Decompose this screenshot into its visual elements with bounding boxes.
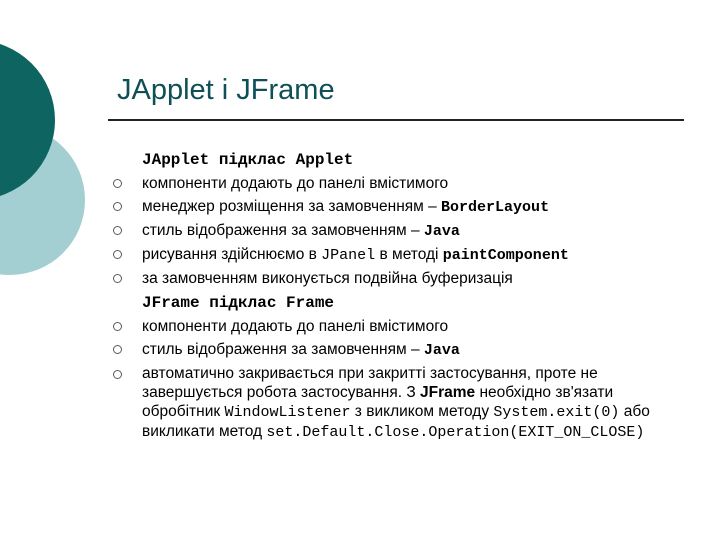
- section-heading-japplet: JApplet підклас Applet: [142, 151, 354, 169]
- slide-title: JApplet і JFrame: [117, 74, 335, 106]
- japplet-list: [113, 172, 693, 290]
- bullet-icon: [113, 226, 122, 235]
- list-item: автоматично закривається при закритті застосування, проте не завершується робота застосування. З JFrame необхідно зв'язати обробітник WindowListener з викликом методу System.exit(0) або викликати метод set.Default.Close.Operation(EXIT_ON_CLOSE): [113, 362, 693, 442]
- bullet-icon: [113, 179, 122, 188]
- list-item: за замовченням виконується подвійна буферизація: [113, 267, 693, 290]
- list-item: компоненти додають до панелі вмістимого: [113, 172, 693, 195]
- list-item: стиль відображення за замовченням – Java: [113, 219, 693, 243]
- list-item: стиль відображення за замовченням – Java: [113, 338, 693, 362]
- slide-content: [113, 148, 693, 443]
- bullet-icon: [113, 202, 122, 211]
- bullet-icon: [113, 322, 122, 331]
- bullet-icon: [113, 370, 122, 379]
- section-heading-jframe: JFrame підклас Frame: [142, 294, 335, 312]
- bullet-icon: [113, 345, 122, 354]
- list-item: рисування здійснюємо в JPanel в методі paintComponent: [113, 243, 693, 267]
- title-divider: [108, 119, 684, 121]
- jframe-list: [113, 315, 693, 442]
- bullet-icon: [113, 250, 122, 259]
- bullet-icon: [113, 274, 122, 283]
- list-item: менеджер розміщення за замовченням – BorderLayout: [113, 195, 693, 219]
- list-item: компоненти додають до панелі вмістимого: [113, 315, 693, 338]
